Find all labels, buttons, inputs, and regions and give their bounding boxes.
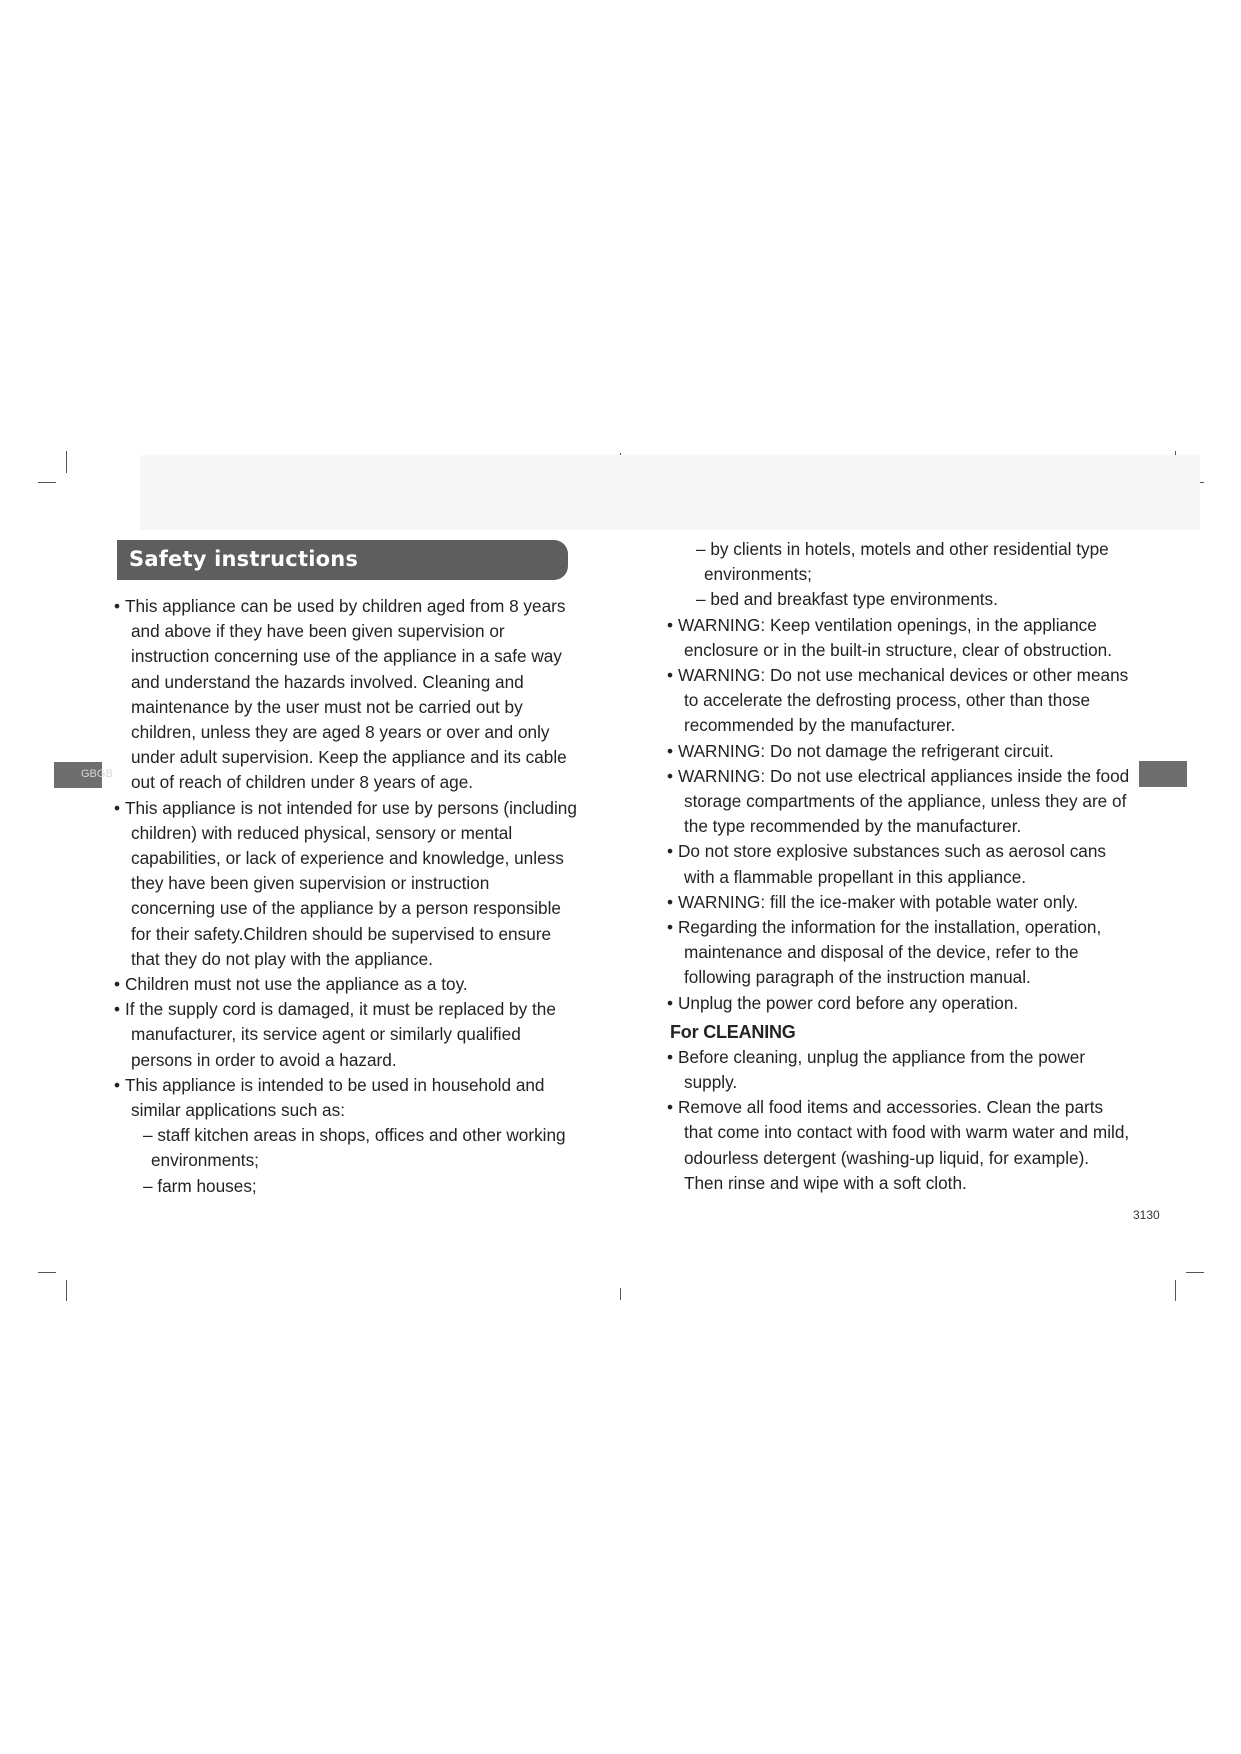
list-item: • This appliance can be used by children aged from 8 years and above if they have been given supervision or instruction concerning use of the appliance in a safe way and understand the hazards involved. Cleaning and maintenance by the user must not be carried out by children, unless they are aged 8 years or over and only under adult supervision. Keep the appliance and its cable out of reach of children under 8 years of age. xyxy=(117,594,577,796)
language-tab-label: GBGB xyxy=(81,768,113,780)
page-number: 3130 xyxy=(1133,1208,1160,1222)
list-item: • If the supply cord is damaged, it must be replaced by the manufacturer, its service agent or similarly qualified persons in order to avoid a hazard. xyxy=(117,997,577,1073)
section-title: Safety instructions xyxy=(129,547,359,571)
crop-mark xyxy=(1186,1272,1204,1273)
list-item: • WARNING: Do not use mechanical devices or other means to accelerate the defrosting process, other than those recommended by the manufacturer. xyxy=(670,663,1130,739)
safety-list-right xyxy=(670,613,1130,1016)
list-item: • Unplug the power cord before any operation. xyxy=(670,991,1130,1016)
cleaning-heading: For CLEANING xyxy=(670,1021,796,1042)
list-item: • WARNING: Do not use electrical appliances inside the food storage compartments of the appliance, unless they are of the type recommended by the manufacturer. xyxy=(670,764,1130,840)
cleaning-list xyxy=(670,1045,1130,1196)
crop-mark xyxy=(38,1272,56,1273)
crop-mark xyxy=(1175,1280,1176,1301)
sub-list-item: – farm houses; xyxy=(143,1175,257,1196)
list-item: • Do not store explosive substances such as aerosol cans with a flammable propellant in this appliance. xyxy=(670,839,1130,889)
crop-mark xyxy=(620,1288,621,1300)
list-item: • WARNING: Do not damage the refrigerant circuit. xyxy=(670,739,1130,764)
sub-list-item: – bed and breakfast type environments. xyxy=(696,589,998,610)
list-item: • Before cleaning, unplug the appliance from the power supply. xyxy=(670,1045,1130,1095)
list-item: • This appliance is intended to be used in household and similar applications such as: xyxy=(117,1073,577,1123)
crop-mark xyxy=(38,482,56,483)
list-item: • Remove all food items and accessories. Clean the parts that come into contact with food with warm water and mild, odourless detergent (washing-up liquid, for example). Then rinse and wipe with a soft cloth. xyxy=(670,1095,1130,1196)
safety-list-left xyxy=(117,594,577,1123)
right-column xyxy=(670,537,1130,1196)
crop-mark xyxy=(66,1280,67,1301)
list-item: • Children must not use the appliance as a toy. xyxy=(117,972,577,997)
page-background-band xyxy=(140,455,1200,530)
sub-list-item: – by clients in hotels, motels and other residential type environments; xyxy=(696,539,1109,585)
language-tab-right xyxy=(1139,761,1187,787)
list-item: • WARNING: Keep ventilation openings, in the appliance enclosure or in the built-in structure, clear of obstruction. xyxy=(670,613,1130,663)
language-tab-left xyxy=(54,762,113,788)
list-item: • Regarding the information for the installation, operation, maintenance and disposal of the device, refer to the following paragraph of the instruction manual. xyxy=(670,915,1130,991)
sub-list-item: – staff kitchen areas in shops, offices and other working environments; xyxy=(143,1125,566,1171)
list-item: • This appliance is not intended for use by persons (including children) with reduced physical, sensory or mental capabilities, or lack of experience and knowledge, unless they have been given supervision or instruction concerning use of the appliance by a person responsible for their safety.Children should be supervised to ensure that they do not play with the appliance. xyxy=(117,796,577,972)
left-column xyxy=(117,594,577,1199)
section-header-bar xyxy=(117,540,568,580)
list-item: • WARNING: fill the ice-maker with potable water only. xyxy=(670,890,1130,915)
crop-mark xyxy=(66,451,67,473)
